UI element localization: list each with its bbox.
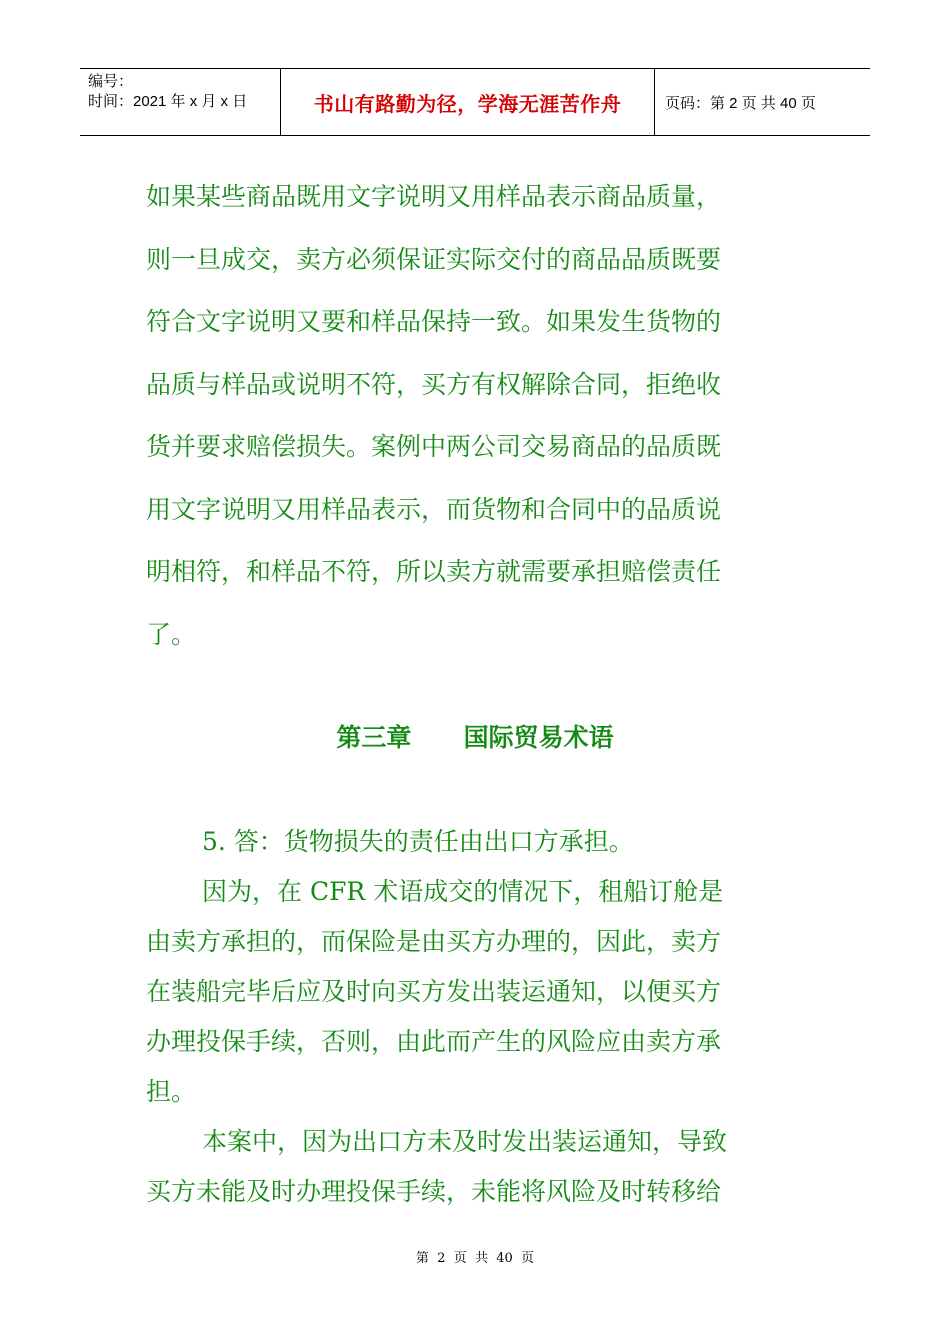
chapter-title: 第三章 国际贸易术语 bbox=[336, 723, 614, 752]
text-line: 则一旦成交，卖方必须保证实际交付的商品品质既要 bbox=[146, 244, 722, 274]
paragraph-quality bbox=[146, 166, 810, 666]
text-line: 如果某些商品既用文字说明又用样品表示商品质量， bbox=[146, 182, 722, 211]
page-footer: 第 2 页 共 40 页 bbox=[415, 1251, 535, 1266]
text-line: 本案中，因为出口方未及时发出装运通知，导致 bbox=[202, 1127, 728, 1156]
paragraph-answer bbox=[146, 817, 810, 1217]
text-line: 由卖方承担的，而保险是由买方办理的，因此，卖方 bbox=[146, 927, 722, 956]
header-meta bbox=[80, 69, 281, 135]
text-line: 用文字说明又用样品表示，而货物和合同中的品质说 bbox=[146, 494, 722, 524]
page-header bbox=[80, 68, 870, 136]
text-line: 品质与样品或说明不符，买方有权解除合同，拒绝收 bbox=[146, 369, 722, 399]
text-line: 担。 bbox=[146, 1077, 197, 1106]
text-line: 5. 答：货物损失的责任由出口方承担。 bbox=[202, 827, 634, 856]
header-page-label: 页码：第 2 页 共 40 页 bbox=[665, 94, 816, 112]
text-line: 符合文字说明又要和样品保持一致。如果发生货物的 bbox=[146, 307, 722, 336]
text-line: 因为，在 CFR 术语成交的情况下，租船订舱是 bbox=[202, 877, 724, 906]
text-line: 在装船完毕后应及时向买方发出装运通知，以便买方 bbox=[146, 977, 722, 1006]
text-line: 了。 bbox=[146, 619, 197, 649]
text-line: 货并要求赔偿损失。案例中两公司交易商品的品质既 bbox=[146, 432, 722, 461]
document-number-label: 编号： bbox=[88, 73, 134, 90]
header-motto: 书山有路勤为径，学海无涯苦作舟 bbox=[281, 69, 655, 135]
text-line: 办理投保手续，否则，由此而产生的风险应由卖方承 bbox=[146, 1027, 722, 1056]
text-line: 买方未能及时办理投保手续，未能将风险及时转移给 bbox=[146, 1177, 722, 1206]
document-time-label: 时间：2021 年 x 月 x 日 bbox=[88, 93, 248, 110]
text-line: 明相符，和样品不符，所以卖方就需要承担赔偿责任 bbox=[146, 557, 722, 586]
